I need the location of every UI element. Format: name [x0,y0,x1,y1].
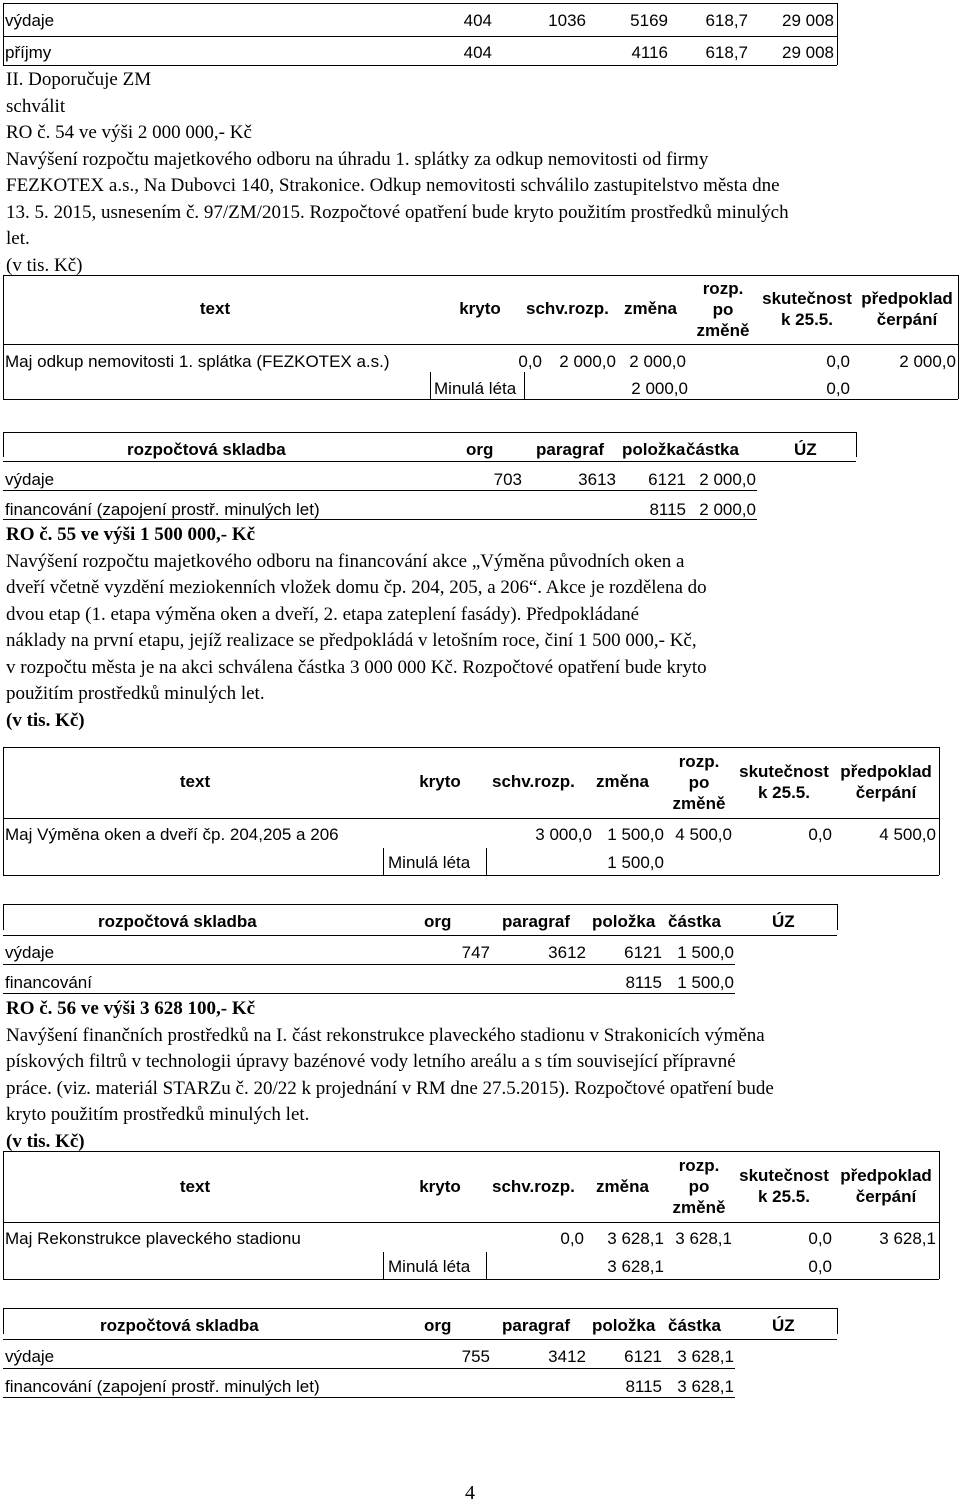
row-label: výdaje [5,11,55,30]
row-label: výdaje [5,470,55,489]
divider [939,1151,940,1279]
divider [3,1308,4,1334]
header-zmena: změna [596,772,649,791]
skladba-paragraf: paragraf [502,1316,571,1335]
header-schv: schv.rozp. [492,1177,575,1196]
header-rozp: rozp. [702,279,744,298]
divider [3,1151,4,1279]
divider [3,747,939,748]
skladba-uz: ÚZ [772,912,795,931]
cell-value: 618,7 [705,43,748,62]
divider [3,432,4,457]
cell-value: 29 008 [782,11,834,30]
header-schv: schv.rozp. [526,299,609,318]
cell-paragraf: 3613 [578,470,616,489]
skladba-castka: částka [668,912,721,931]
row-label: financování (zapojení prostř. minulých let) [5,500,320,519]
header-po-zmene: změně [672,1198,726,1217]
paragraph-line: Navýšení rozpočtu majetkového odboru na úhradu 1. splátky za odkup nemovitosti od firmy [6,148,709,170]
divider [3,490,757,491]
header-po-zmene: změně [672,794,726,813]
divider [3,1279,939,1280]
divider [3,875,939,876]
cell-paragraf: 3412 [548,1347,586,1366]
cell-schv: 2 000,0 [559,352,616,371]
header-kryto: kryto [419,772,461,791]
ro-title: RO č. 56 ve výši 3 628 100,- Kč [6,998,256,1019]
cell-polozka: 8115 [625,1377,662,1396]
cell-predpoklad: 2 000,0 [899,352,956,371]
header-rozp: rozp. [678,752,720,771]
paragraph-line: 13. 5. 2015, usnesením č. 97/ZM/2015. Rozpočtové opatření bude kryto použitím prostředků minulých [6,201,789,223]
section-subheading: schválit [6,95,66,117]
paragraph-line: kryto použitím prostředků minulých let. [6,1104,310,1125]
cell-value: 4116 [631,43,668,62]
divider [837,3,838,65]
header-po: po [712,300,734,319]
cell-value: 29 008 [782,43,834,62]
skladba-org: org [424,912,452,931]
paragraph-line: let. [6,228,30,249]
cell-zmena: 3 628,1 [675,1229,732,1248]
divider [3,747,4,875]
divider [3,275,958,276]
cell-castka: 2 000,0 [699,500,756,519]
header-k-date: k 25.5. [758,1187,810,1206]
header-zmena: změna [624,299,677,318]
header-zmena: změna [596,1177,649,1196]
paragraph-line: pískových filtrů v technologii úpravy bazénové vody letního areálu a s tím související přípravné [6,1051,736,1072]
ro-title: RO č. 54 ve výši 2 000 000,- Kč [6,122,252,143]
section-ro56 [6,996,934,1155]
cell-castka: 2 000,0 [699,470,756,489]
header-predpoklad: předpoklad [861,289,953,308]
cell-value: 404 [463,43,492,62]
divider [939,747,940,875]
cell-zmena: 1 500,0 [607,825,664,844]
cell-minula: 2 000,0 [631,379,688,398]
divider [837,904,838,930]
header-k-date: k 25.5. [758,783,810,802]
paragraph-line: v rozpočtu města je na akci schválena částka 3 000 000 Kč. Rozpočtové opatření bude kryto [6,656,707,678]
divider [3,1368,735,1369]
skladba-org: org [466,440,494,459]
cell-polozka: 6121 [648,470,686,489]
cell-castka: 1 500,0 [677,973,734,992]
divider [3,432,856,433]
cell-kryto: 0,0 [560,1229,584,1248]
header-kryto: kryto [459,299,501,318]
cell-paragraf: 3612 [548,943,586,962]
cell-kryto: 0,0 [518,352,542,371]
cell-castka: 3 628,1 [677,1377,734,1396]
cell-value: 618,7 [705,11,748,30]
paragraph-line: Navýšení rozpočtu majetkového odboru na financování akce „Výměna původních oken a [6,550,685,572]
divider [486,1252,487,1279]
minula-label: Minulá léta [388,853,471,872]
skladba-polozka: položka [622,440,686,459]
divider [3,461,856,462]
header-cerpani: čerpání [876,310,938,329]
divider [3,399,958,400]
section-heading: II. Doporučuje ZM [6,69,152,90]
header-skutecnost: skutečnost [739,1166,829,1185]
skladba-polozka: položka [592,912,656,931]
skladba-paragraf: paragraf [536,440,605,459]
divider [3,993,735,994]
row-label: financování [5,973,92,992]
header-predpoklad: předpoklad [840,762,932,781]
divider [3,1222,939,1223]
paragraph-line: FEZKOTEX a.s., Na Dubovci 140, Strakonice. Odkup nemovitosti schválilo zastupitelstvo města dne [6,175,780,196]
row-label: výdaje [5,1347,55,1366]
cell-minula: 0,0 [808,1257,832,1276]
row-label: Maj odkup nemovitosti 1. splátka (FEZKOTEX a.s.) [5,352,390,371]
unit-label: (v tis. Kč) [6,254,83,276]
cell-minula: 3 628,1 [607,1257,664,1276]
paragraph-line: náklady na první etapu, jejíž realizace se předpokládá v letošním roce, činí 1 500 000,- Kč, [6,630,697,651]
minula-label: Minulá léta [434,379,517,398]
cell-org: 703 [493,470,522,489]
cell-schv: 3 000,0 [535,825,592,844]
divider [837,1308,838,1334]
skladba-uz: ÚZ [772,1316,795,1335]
row-label: financování (zapojení prostř. minulých let) [5,1377,320,1396]
header-po: po [688,773,710,792]
divider [958,275,959,399]
row-label: Maj Rekonstrukce plaveckého stadionu [5,1229,301,1248]
paragraph-line: použitím prostředků minulých let. [6,683,265,704]
divider [430,372,431,399]
skladba-title: rozpočtová skladba [98,912,257,931]
header-po: po [688,1177,710,1196]
divider [3,3,837,4]
divider [3,904,837,905]
paragraph-line: Navýšení finančních prostředků na I. část rekonstrukce plaveckého stadionu v Strakonicích výměna [6,1024,765,1046]
cell-org: 755 [461,1347,490,1366]
divider [486,848,487,875]
paragraph-line: dvou etap (1. etapa výměna oken a dveří, 2. etapa zateplení fasády). Předpokládané [6,603,640,625]
cell-value: 404 [463,11,492,30]
cell-predpoklad: 3 628,1 [879,1229,936,1248]
divider [3,904,4,930]
section-ro54 [6,67,936,279]
divider [3,3,4,65]
unit-label: (v tis. Kč) [6,709,85,731]
skladba-paragraf: paragraf [502,912,571,931]
divider [524,372,525,399]
row-label: výdaje [5,943,55,962]
header-predpoklad: předpoklad [840,1166,932,1185]
header-skutecnost: skutečnost [762,289,852,308]
divider [3,1397,735,1398]
cell-polozka: 8115 [649,500,686,519]
cell-org: 747 [461,943,490,962]
skladba-uz: ÚZ [794,440,817,459]
header-kryto: kryto [419,1177,461,1196]
skladba-polozka: položka [592,1316,656,1335]
cell-predpoklad: 4 500,0 [879,825,936,844]
skladba-org: org [424,1316,452,1335]
cell-schv: 3 628,1 [607,1229,664,1248]
cell-po-zmene: 4 500,0 [675,825,732,844]
header-text: text [179,1177,211,1196]
divider [383,848,384,875]
skladba-castka: částka [668,1316,721,1335]
header-skutecnost: skutečnost [739,762,829,781]
divider [856,432,857,457]
cell-skutecnost: 0,0 [808,1229,832,1248]
header-cerpani: čerpání [855,1187,917,1206]
cell-value: 5169 [630,11,668,30]
cell-castka: 1 500,0 [677,943,734,962]
header-rozp: rozp. [678,1156,720,1175]
skladba-castka: částka [686,440,739,459]
cell-castka: 3 628,1 [677,1347,734,1366]
divider [3,818,939,819]
header-k-date: k 25.5. [781,310,833,329]
divider [3,275,4,399]
minula-label: Minulá léta [388,1257,471,1276]
cell-polozka: 6121 [624,943,662,962]
cell-value: 1036 [548,11,586,30]
skladba-title: rozpočtová skladba [127,440,286,459]
cell-polozka: 8115 [625,973,662,992]
unit-label: (v tis. Kč) [6,1130,85,1152]
page-number: 4 [465,1482,475,1504]
row-label: příjmy [5,43,52,62]
divider [3,36,837,37]
divider [383,1252,384,1279]
divider [3,964,735,965]
cell-skutecnost: 0,0 [808,825,832,844]
header-text: text [199,299,231,318]
cell-minula: 1 500,0 [607,853,664,872]
section-ro55 [6,522,934,734]
skladba-title: rozpočtová skladba [100,1316,259,1335]
divider [3,1151,939,1152]
divider [3,344,958,345]
divider [3,1339,837,1340]
header-text: text [179,772,211,791]
cell-polozka: 6121 [624,1347,662,1366]
divider [3,65,837,66]
divider [3,935,837,936]
cell-zmena: 2 000,0 [629,352,686,371]
cell-minula: 0,0 [826,379,850,398]
paragraph-line: práce. (viz. materiál STARZu č. 20/22 k projednání v RM dne 27.5.2015). Rozpočtové opatření bude [6,1077,774,1099]
row-label: Maj Výměna oken a dveří čp. 204,205 a 206 [5,825,339,844]
header-po-zmene: změně [696,321,750,340]
header-schv: schv.rozp. [492,772,575,791]
paragraph-line: dveří včetně vyzdění meziokenních vložek domu čp. 204, 205, a 206“. Akce je rozdělena do [6,577,707,598]
cell-skutecnost: 0,0 [826,352,850,371]
divider [3,1308,837,1309]
ro-title: RO č. 55 ve výši 1 500 000,- Kč [6,524,256,545]
header-cerpani: čerpání [855,783,917,802]
